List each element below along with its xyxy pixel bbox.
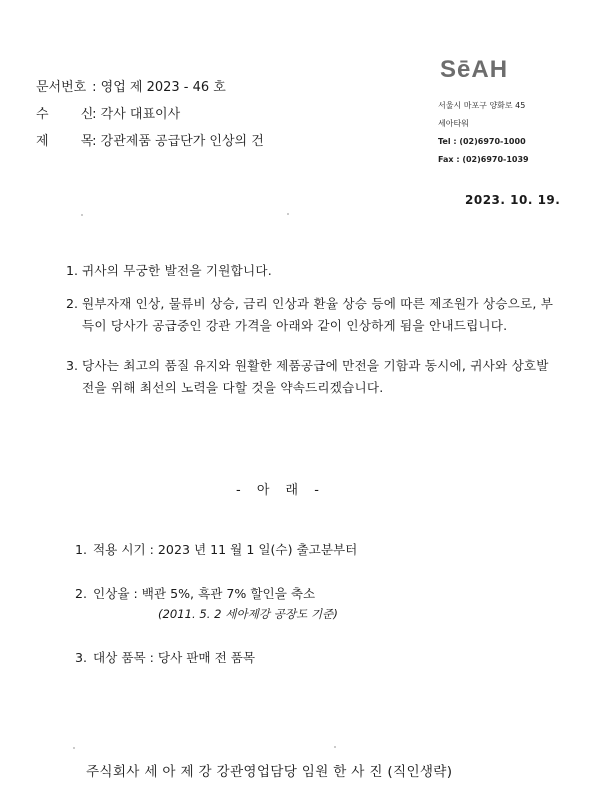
doc-number-label: 문서번호 [36, 80, 87, 95]
paragraph-number: 1. [66, 263, 79, 278]
detail-text: 적용 시기 : 2023 년 11 월 1 일(수) 출고분부터 [93, 542, 358, 557]
detail-item-3 [75, 648, 357, 668]
scan-speck [334, 746, 336, 748]
recipient-value: : 각사 대표이사 [92, 107, 181, 122]
section-heading: - 아 래 - [236, 483, 325, 498]
document-date: 2023. 10. 19. [465, 193, 561, 207]
document-header [36, 78, 264, 159]
company-fax: Fax : (02)6970-1039 [438, 155, 529, 164]
paragraph-number: 2. [66, 296, 79, 311]
signature-line: 주식회사 세 아 제 강 강관영업담당 임원 한 사 진 (직인생략) [86, 764, 453, 780]
doc-number-value: : 영업 제 2023 - 46 호 [92, 80, 226, 95]
body-paragraphs [66, 260, 556, 410]
paragraph-1 [66, 260, 556, 282]
scan-speck [287, 213, 289, 215]
doc-number-row [36, 78, 264, 105]
subject-row [36, 132, 264, 159]
detail-text: 대상 품목 : 당사 판매 전 품목 [93, 650, 256, 665]
detail-item-1 [75, 540, 357, 560]
paragraph-text: 귀사의 무궁한 발전을 기원합니다. [82, 263, 272, 278]
detail-note: (2011. 5. 2 세아제강 공장도 기준) [158, 607, 338, 621]
paragraph-text: 원부자재 인상, 물류비 상승, 금리 인상과 환율 상승 등에 따른 제조원가 상승으로, 부득이 당사가 공급중인 강관 가격을 아래와 같이 인상하게 됨을 안내드립니다. [82, 296, 554, 333]
recipient-label: 수 신 [36, 107, 108, 122]
subject-value: : 강관제품 공급단가 인상의 건 [92, 134, 264, 149]
recipient-row [36, 105, 264, 132]
company-logo: SēAH [440, 56, 509, 83]
paragraph-2 [66, 293, 556, 337]
paragraph-text: 당사는 최고의 품질 유지와 원활한 제품공급에 만전을 기함과 동시에, 귀사와 상호발전을 위해 최선의 노력을 다할 것을 약속드리겠습니다. [82, 358, 549, 395]
detail-text: 인상율 : 백관 5%, 흑관 7% 할인을 축소 [93, 586, 316, 601]
detail-number: 2. [75, 586, 88, 601]
company-building: 세아타워 [438, 119, 469, 128]
paragraph-number: 3. [66, 358, 79, 373]
company-info [438, 97, 529, 169]
company-address: 서울시 마포구 양화로 45 [438, 101, 526, 110]
subject-label: 제 목 [36, 134, 108, 149]
details-list [75, 540, 357, 692]
detail-body [93, 584, 338, 624]
detail-number: 3. [75, 650, 88, 665]
scan-speck [81, 214, 83, 216]
detail-item-2 [75, 584, 357, 624]
scan-speck [73, 747, 75, 749]
paragraph-3 [66, 355, 556, 399]
detail-number: 1. [75, 542, 88, 557]
company-tel: Tel : (02)6970-1000 [438, 137, 526, 146]
